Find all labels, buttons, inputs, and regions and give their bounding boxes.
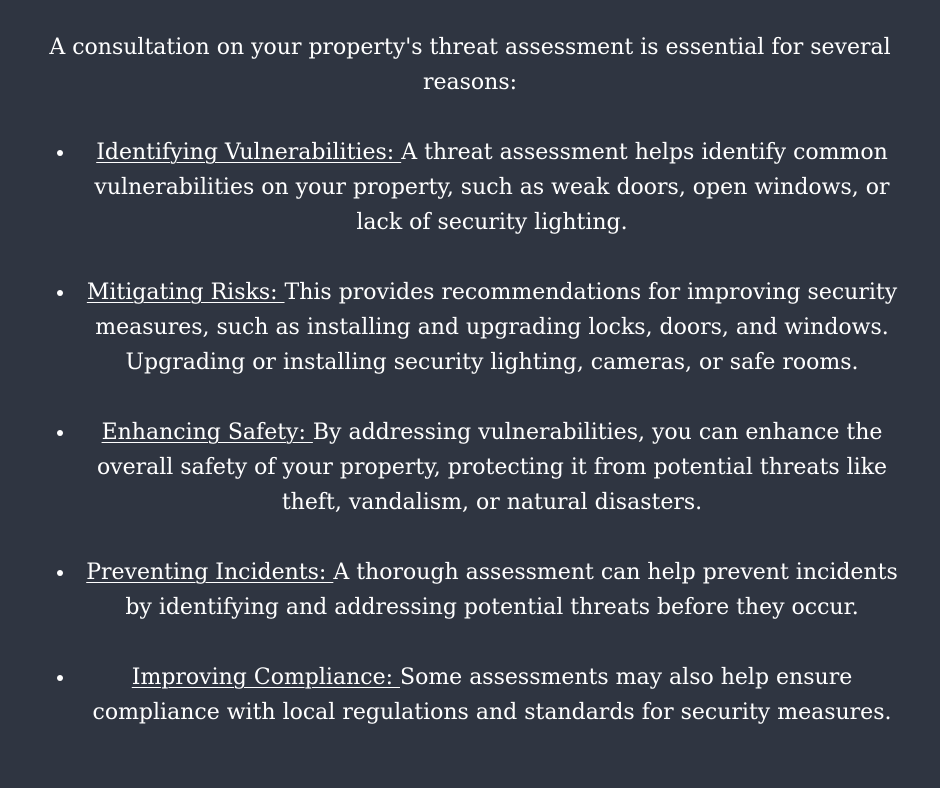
item-text: A threat assessment helps identify common vulnerabilities on your property, such as weak doors, open windows, or lack of security lighting. [94,140,890,235]
document-body [0,30,940,765]
item-term: Improving Compliance: [131,665,400,690]
item-text: Some assessments may also help ensure compliance with local regulations and standards for security measures. [92,665,892,725]
item-term: Preventing Incidents: [86,560,334,585]
reasons-list [0,135,940,730]
bullet-dot-icon [57,570,63,576]
bullet-dot-icon [57,290,63,296]
item-term: Mitigating Risks: [86,280,285,305]
bullet-dot-icon [57,430,63,436]
list-item [0,275,940,380]
bullet-dot-icon [57,150,63,156]
list-item [0,660,940,730]
item-term: Identifying Vulnerabilities: [96,140,402,165]
list-item [0,555,940,625]
item-term: Enhancing Safety: [101,420,313,445]
intro-paragraph: A consultation on your property's threat assessment is essential for several reasons: [49,35,891,95]
item-text: By addressing vulnerabilities, you can enhance the overall safety of your property, protecting it from potential threats like theft, vandalism, or natural disasters. [96,420,888,515]
bullet-dot-icon [57,675,63,681]
item-text: This provides recommendations for improving security measures, such as installing and upgrading locks, doors, and windows. Upgrading or installing security lighting, cameras, or safe rooms. [95,280,898,375]
list-item [0,135,940,240]
item-text: A thorough assessment can help prevent incidents by identifying and addressing potential threats before they occur. [125,560,898,620]
list-item [0,415,940,520]
